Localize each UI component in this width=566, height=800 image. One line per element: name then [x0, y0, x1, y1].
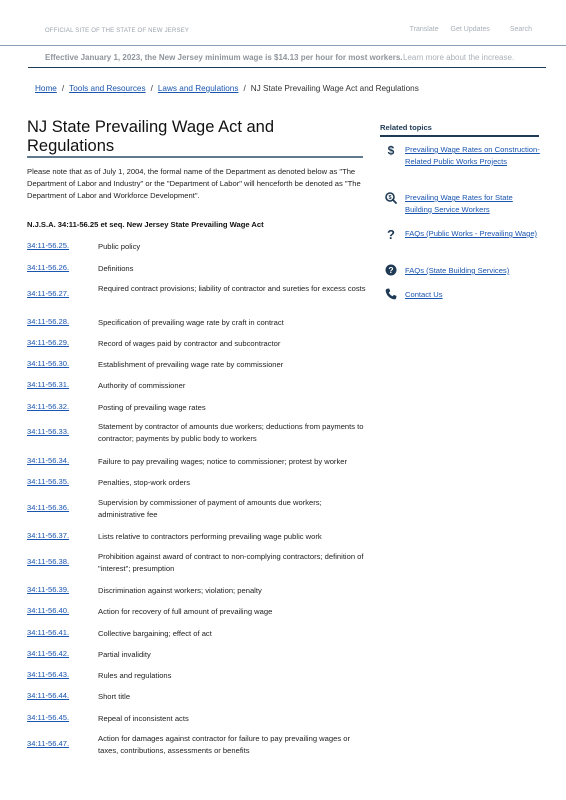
translate-link[interactable]: Translate — [409, 26, 439, 33]
official-site-label: OFFICIAL SITE OF THE STATE OF NEW JERSEY — [45, 28, 190, 34]
section-description: Record of wages paid by contractor and subcontractor — [98, 339, 281, 348]
search-link[interactable]: Search — [509, 26, 532, 33]
get-updates-link[interactable]: Get Updates — [450, 26, 490, 33]
section-description: Failure to pay prevailing wages; notice to commissioner; protest by worker — [98, 457, 348, 466]
section-link[interactable]: 34:11-56.43. — [27, 670, 70, 679]
related-topics-heading: Related topics — [380, 123, 432, 132]
breadcrumb — [35, 84, 419, 93]
section-description: Specification of prevailing wage rate by craft in contract — [98, 318, 284, 327]
phone-icon — [385, 288, 397, 300]
section-link[interactable]: 34:11-56.33. — [27, 427, 70, 436]
section-link[interactable]: 34:11-56.37. — [27, 531, 70, 540]
section-description: Discrimination against workers; violation; penalty — [98, 586, 262, 595]
section-description: Statement by contractor of amounts due workers; deductions from payments to contractor; payments by public body to workers — [98, 422, 364, 443]
related-topics-divider — [380, 135, 539, 137]
section-link[interactable]: 34:11-56.44. — [27, 691, 70, 700]
breadcrumb-current: NJ State Prevailing Wage Act and Regulations — [250, 84, 419, 93]
breadcrumb-separator: / — [150, 84, 153, 93]
svg-text:?: ? — [387, 228, 395, 240]
breadcrumb-home[interactable]: Home — [35, 84, 57, 93]
svg-text:$: $ — [388, 195, 392, 201]
related-link[interactable]: Prevailing Wage Rates for State Building Service Workers — [405, 193, 513, 214]
section-description: Supervision by commissioner of payment of amounts due workers; administrative fee — [98, 498, 322, 519]
section-link[interactable]: 34:11-56.25. — [27, 241, 70, 250]
section-link[interactable]: 34:11-56.38. — [27, 557, 70, 566]
svg-text:$: $ — [387, 144, 395, 156]
section-link[interactable]: 34:11-56.27. — [27, 289, 70, 298]
section-link[interactable]: 34:11-56.42. — [27, 649, 70, 658]
section-link[interactable]: 34:11-56.26. — [27, 263, 70, 272]
title-divider — [27, 156, 363, 158]
breadcrumb-laws[interactable]: Laws and Regulations — [157, 84, 239, 93]
section-description: Short title — [98, 692, 131, 701]
section-link[interactable]: 34:11-56.29. — [27, 338, 70, 347]
question-mark-icon — [385, 228, 397, 240]
svg-text:?: ? — [388, 265, 394, 275]
section-description: Definitions — [98, 264, 134, 273]
section-link[interactable]: 34:11-56.39. — [27, 585, 70, 594]
question-circle-icon — [385, 264, 397, 276]
breadcrumb-tools[interactable]: Tools and Resources — [69, 84, 146, 93]
department-name-note: Please note that as of July 1, 2004, the formal name of the Department as denoted below as "The Department of Labor and Industry" or the "Department of Labor" will henceforth be denoted as "The Department of Labor and Workforce Development". — [27, 167, 361, 200]
section-description: Collective bargaining; effect of act — [98, 629, 212, 638]
section-description: Action for recovery of full amount of prevailing wage — [98, 607, 273, 616]
section-description: Repeal of inconsistent acts — [98, 714, 189, 723]
section-description: Rules and regulations — [98, 671, 172, 680]
section-link[interactable]: 34:11-56.28. — [27, 317, 70, 326]
section-link[interactable]: 34:11-56.35. — [27, 477, 70, 486]
page-title: NJ State Prevailing Wage Act and Regulations — [27, 118, 275, 155]
section-link[interactable]: 34:11-56.31. — [27, 380, 70, 389]
section-description: Required contract provisions; liability of contractor and sureties for excess costs — [98, 284, 366, 293]
section-description: Prohibition against award of contract to non-complying contractors; definition of "interest"; presumption — [98, 552, 364, 573]
section-description: Penalties, stop-work orders — [98, 478, 191, 487]
related-link[interactable]: Contact Us — [405, 290, 443, 299]
section-description: Partial invalidity — [98, 650, 151, 659]
section-description: Lists relative to contractors performing prevailing wage public work — [98, 532, 322, 541]
section-link[interactable]: 34:11-56.41. — [27, 628, 70, 637]
section-link[interactable]: 34:11-56.36. — [27, 503, 70, 512]
section-link[interactable]: 34:11-56.40. — [27, 606, 70, 615]
dollar-icon — [385, 144, 397, 156]
section-link[interactable]: 34:11-56.47. — [27, 739, 70, 748]
related-topics — [380, 123, 540, 299]
related-link[interactable]: Prevailing Wage Rates on Construction-Related Public Works Projects — [405, 145, 540, 166]
section-link[interactable]: 34:11-56.30. — [27, 359, 70, 368]
section-description: Posting of prevailing wage rates — [98, 403, 206, 412]
section-description: Action for damages against contractor for failure to pay prevailing wages or taxes, contributions, assessments or benefits — [98, 734, 350, 755]
related-link[interactable]: FAQs (State Building Services) — [405, 266, 510, 275]
minimum-wage-alert — [28, 46, 546, 68]
section-link[interactable]: 34:11-56.34. — [27, 456, 70, 465]
top-bar — [0, 0, 566, 46]
alert-learn-more-link[interactable]: Learn more about the increase. — [403, 53, 515, 62]
breadcrumb-separator: / — [61, 84, 65, 93]
alert-message: Effective January 1, 2023, the New Jersey minimum wage is $14.13 per hour for most workers. — [45, 53, 403, 62]
section-description: Establishment of prevailing wage rate by commissioner — [98, 360, 284, 369]
related-link[interactable]: FAQs (Public Works - Prevailing Wage) — [405, 229, 538, 238]
section-link[interactable]: 34:11-56.32. — [27, 402, 70, 411]
section-link[interactable]: 34:11-56.45. — [27, 713, 70, 722]
act-heading: N.J.S.A. 34:11-56.25 et seq. New Jersey State Prevailing Wage Act — [27, 220, 264, 229]
breadcrumb-separator: / — [243, 84, 246, 93]
section-description: Public policy — [98, 242, 141, 251]
section-description: Authority of commissioner — [98, 381, 186, 390]
utility-links — [400, 26, 532, 33]
magnifier-dollar-icon — [385, 192, 397, 204]
